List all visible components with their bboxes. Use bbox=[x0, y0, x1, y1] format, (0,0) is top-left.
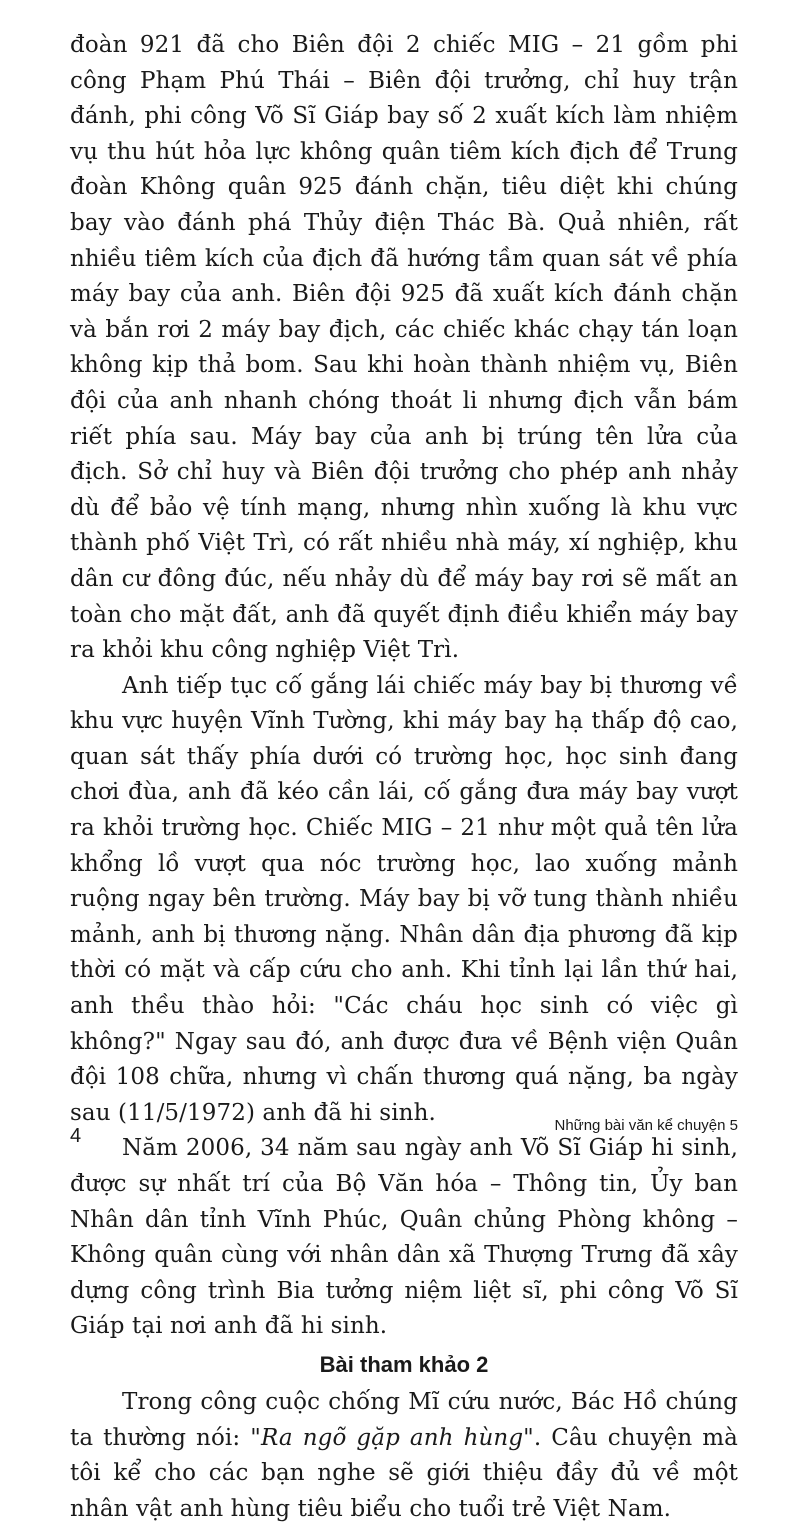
paragraph-4-text-after: ". Câu chuyện mà tôi kể cho các bạn nghe sẽ giới thiệu đầy đủ về một nhân vật anh hùng tiêu biểu cho tuổi trẻ Việt Nam. bbox=[70, 1424, 738, 1522]
paragraph-2: Anh tiếp tục cố gắng lái chiếc máy bay bị thương về khu vực huyện Vĩnh Tường, khi máy bay hạ thấp độ cao, quan sát thấy phía dưới có trường học, học sinh đang chơi đùa, anh đã kéo cần lái, cố gắng đưa máy bay vượt ra khỏi trường học. Chiếc MIG – 21 như một quả tên lửa khổng lồ vượt qua nóc trường học, lao xuống mảnh ruộng ngay bên trường. Máy bay bị vỡ tung thành nhiều mảnh, anh bị thương nặng. Nhân dân địa phương đã kịp thời có mặt và cấp cứu cho anh. Khi tỉnh lại lần thứ hai, anh thều thào hỏi: "Các cháu học sinh có việc gì không?" Ngay sau đó, anh được đưa về Bệnh viện Quân đội 108 chữa, nhưng vì chấn thương quá nặng, ba ngày sau (11/5/1972) anh đã hi sinh. bbox=[70, 672, 738, 1126]
page-footer bbox=[70, 1108, 738, 1148]
paragraph-4-quote: Ra ngõ gặp anh hùng bbox=[260, 1424, 524, 1451]
paragraph-4 bbox=[70, 1385, 738, 1527]
paragraph-3: Năm 2006, 34 năm sau ngày anh Võ Sĩ Giáp hi sinh, được sự nhất trí của Bộ Văn hóa – Thông tin, Ủy ban Nhân dân tỉnh Vĩnh Phúc, Quân chủng Phòng không – Không quân cùng với nhân dân xã Thượng Trưng đã xây dựng công trình Bia tưởng niệm liệt sĩ, phi công Võ Sĩ Giáp tại nơi anh đã hi sinh. bbox=[70, 1135, 738, 1340]
page-number: 4 bbox=[70, 1125, 82, 1147]
paragraph-1: đoàn 921 đã cho Biên đội 2 chiếc MIG – 21 gồm phi công Phạm Phú Thái – Biên đội trưởng, chỉ huy trận đánh, phi công Võ Sĩ Giáp bay số 2 xuất kích làm nhiệm vụ thu hút hỏa lực không quân tiêm kích địch để Trung đoàn Không quân 925 đánh chặn, tiêu diệt khi chúng bay vào đánh phá Thủy điện Thác Bà. Quả nhiên, rất nhiều tiêm kích của địch đã hướng tầm quan sát về phía máy bay của anh. Biên đội 925 đã xuất kích đánh chặn và bắn rơi 2 máy bay địch, các chiếc khác chạy tán loạn không kịp thả bom. Sau khi hoàn thành nhiệm vụ, Biên đội của anh nhanh chóng thoát li nhưng địch vẫn bám riết phía sau. Máy bay của anh bị trúng tên lửa của địch. Sở chỉ huy và Biên đội trưởng cho phép anh nhảy dù để bảo vệ tính mạng, nhưng nhìn xuống là khu vực thành phố Việt Trì, có rất nhiều nhà máy, xí nghiệp, khu dân cư đông đúc, nếu nhảy dù để máy bay rơi sẽ mất an toàn cho mặt đất, anh đã quyết định điều khiển máy bay ra khỏi khu công nghiệp Việt Trì. bbox=[70, 32, 738, 664]
section-heading: Bài tham khảo 2 bbox=[319, 1351, 489, 1377]
paragraph-4-text-before: Trong công cuộc chống Mĩ cứu nước, Bác Hồ chúng ta thường nói: " bbox=[70, 1388, 738, 1451]
running-title: Những bài văn kể chuyện 5 bbox=[554, 1117, 738, 1134]
